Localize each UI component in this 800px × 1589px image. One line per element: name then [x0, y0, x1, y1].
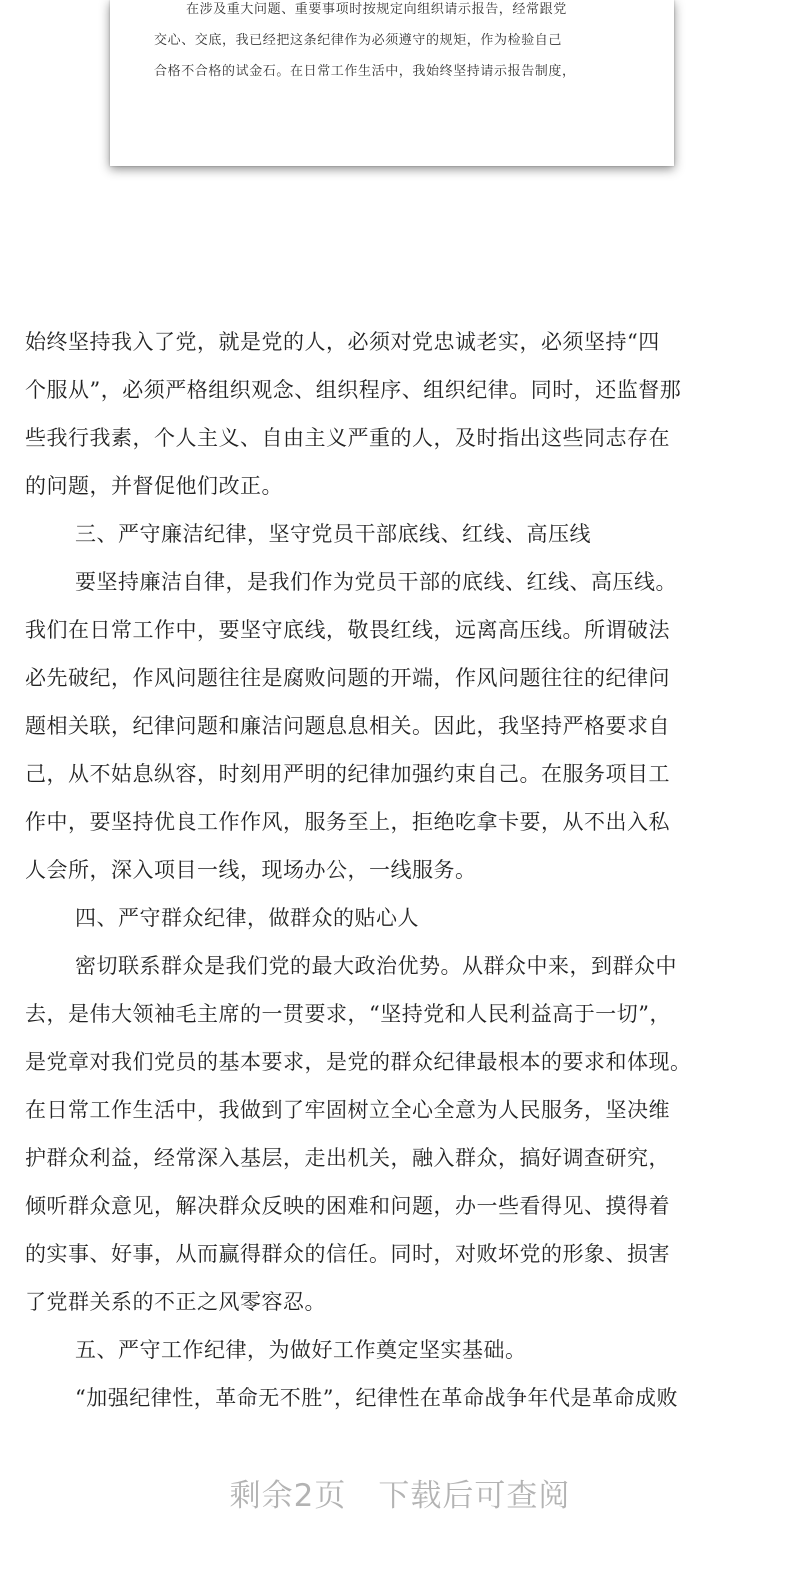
paragraph-line: 我们在日常工作中，要坚守底线，敬畏红线，远离高压线。所谓破法 — [25, 618, 670, 642]
paragraph-line: 倾听群众意见，解决群众反映的困难和问题，办一些看得见、摸得着 — [25, 1194, 670, 1218]
paragraph-line: 个服从”，必须严格组织观念、组织程序、组织纪律。同时，还监督那 — [25, 378, 682, 402]
paragraph-line: 是党章对我们党员的基本要求，是党的群众纪律最根本的要求和体现。 — [25, 1050, 692, 1074]
section-heading: 五、严守工作纪律，为做好工作奠定坚实基础。 — [75, 1338, 527, 1362]
preview-line: 合格不合格的试金石。在日常工作生活中，我始终坚持请示报告制度， — [154, 64, 576, 79]
paragraph-line: 始终坚持我入了党，就是党的人，必须对党忠诚老实，必须坚持“四 — [25, 330, 660, 354]
paragraph-line: 去，是伟大领袖毛主席的一贯要求，“坚持党和人民利益高于一切”， — [25, 1002, 671, 1026]
paragraph-line: 题相关联，纪律问题和廉洁问题息息相关。因此，我坚持严格要求自 — [25, 714, 670, 738]
paragraph-line: 些我行我素，个人主义、自由主义严重的人，及时指出这些同志存在 — [25, 426, 670, 450]
paragraph-line: 要坚持廉洁自律，是我们作为党员干部的底线、红线、高压线。 — [75, 570, 677, 594]
paragraph-line: 的问题，并督促他们改正。 — [25, 474, 283, 498]
preview-line: 交心、交底，我已经把这条纪律作为必须遵守的规矩，作为检验自己 — [154, 33, 563, 48]
paragraph-line: “加强纪律性，革命无不胜”，纪律性在革命战争年代是革命成败 — [75, 1386, 678, 1410]
paragraph-line: 了党群关系的不正之风零容忍。 — [25, 1290, 326, 1314]
preview-page-card — [110, 0, 674, 166]
section-heading: 四、严守群众纪律，做群众的贴心人 — [75, 906, 419, 930]
section-heading: 三、严守廉洁纪律，坚守党员干部底线、红线、高压线 — [75, 522, 591, 546]
paragraph-line: 人会所，深入项目一线，现场办公，一线服务。 — [25, 858, 477, 882]
paragraph-line: 必先破纪，作风问题往往是腐败问题的开端，作风问题往往的纪律问 — [25, 666, 670, 690]
preview-line: 在涉及重大问题、重要事项时按规定向组织请示报告，经常跟党 — [186, 2, 567, 17]
paragraph-line: 在日常工作生活中，我做到了牢固树立全心全意为人民服务，坚决维 — [25, 1098, 670, 1122]
paragraph-line: 己，从不姑息纵容，时刻用严明的纪律加强约束自己。在服务项目工 — [25, 762, 670, 786]
paragraph-line: 作中，要坚持优良工作作风，服务至上，拒绝吃拿卡要，从不出入私 — [25, 810, 670, 834]
paragraph-line: 密切联系群众是我们党的最大政治优势。从群众中来，到群众中 — [75, 954, 677, 978]
paragraph-line: 护群众利益，经常深入基层，走出机关，融入群众，搞好调查研究， — [25, 1146, 670, 1170]
remaining-pages-notice[interactable]: 剩余2页 下载后可查阅 — [229, 1478, 571, 1514]
paragraph-line: 的实事、好事，从而赢得群众的信任。同时，对败坏党的形象、损害 — [25, 1242, 670, 1266]
